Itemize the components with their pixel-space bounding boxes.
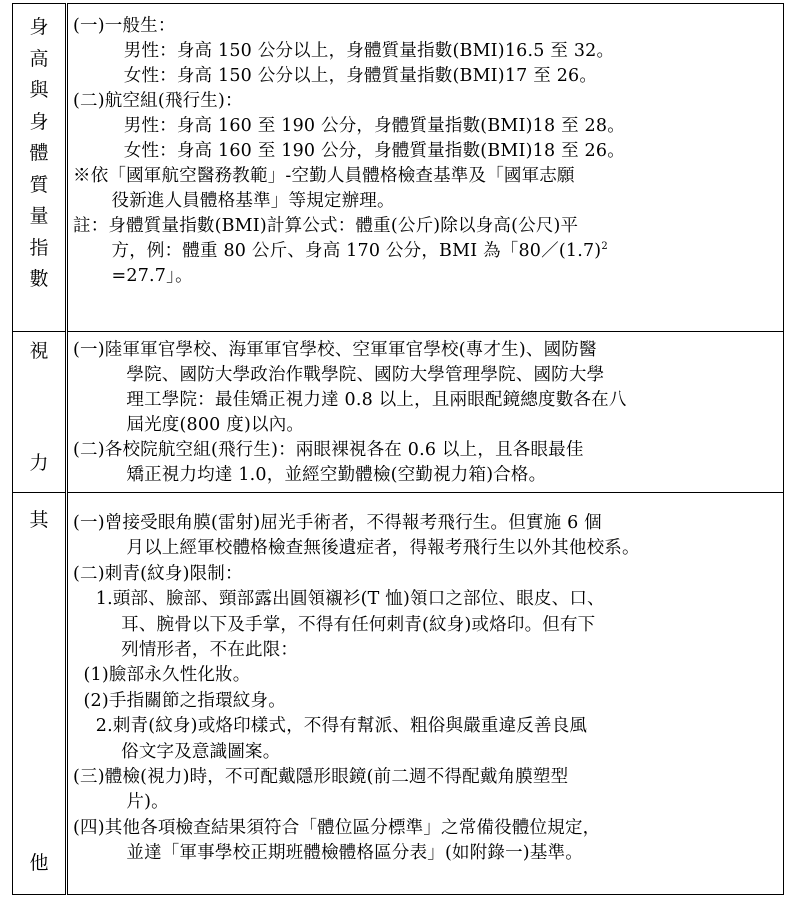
row-vision <box>13 332 784 493</box>
label-char: 指 <box>29 236 49 259</box>
content-other <box>67 493 784 895</box>
label-char: 體 <box>29 142 49 164</box>
text-line: 耳、腕骨以下及手掌，不得有任何刺青(紋身)或烙印。但有下 <box>121 614 596 635</box>
bmi-example: 方，例：體重 80 公斤、身高 170 公分，BMI 為「80／(1.7) <box>111 241 602 261</box>
row-header-height-bmi <box>13 4 67 332</box>
label-char: 視 <box>29 340 49 362</box>
label-char: 他 <box>29 852 49 874</box>
row-label-vision <box>13 332 65 492</box>
row-label-other <box>13 493 65 894</box>
row-height-bmi <box>13 4 784 332</box>
text-line: (1)臉部永久性化妝。 <box>83 665 251 686</box>
text-line: 女性：身高 160 至 190 公分，身體質量指數(BMI)18 至 26。 <box>123 141 625 161</box>
text-line: (二)航空組(飛行生)： <box>73 91 243 111</box>
text-line: 註：身體質量指數(BMI)計算公式：體重(公斤)除以身高(公尺)平 <box>73 216 579 236</box>
text-line: 役新進人員體格基準」等規定辦理。 <box>111 191 395 211</box>
row-other <box>13 493 784 895</box>
text-line: (一)曾接受眼角膜(雷射)屈光手術者，不得報考飛行生。但實施 6 個 <box>73 513 602 533</box>
superscript-exponent: 2 <box>601 241 608 253</box>
text-line: 並達「軍事學校正期班體檢體格區分表」(如附錄一)基準。 <box>126 843 583 864</box>
text-line: (一)陸軍軍官學校、海軍軍官學校、空軍軍官學校(專才生)、國防醫 <box>73 340 597 360</box>
text-line: ※依「國軍航空醫務教範」-空勤人員體格檢查基準及「國軍志願 <box>73 166 575 186</box>
label-char: 高 <box>29 47 49 70</box>
content-vision <box>67 332 784 493</box>
text-line: (2)手指關節之指環紋身。 <box>83 690 286 711</box>
vision-text-block <box>68 332 783 492</box>
content-height-bmi <box>67 4 784 332</box>
text-line: =27.7」。 <box>111 266 193 286</box>
text-line: 矯正視力均達 1.0，並經空勤體檢(空勤視力箱)合格。 <box>126 465 547 485</box>
text-line: 2.刺青(紋身)或烙印樣式，不得有幫派、粗俗與嚴重違反善良風 <box>95 716 588 737</box>
text-line: 片)。 <box>126 792 169 813</box>
requirements-table <box>12 3 784 895</box>
text-line: (四)其他各項檢查結果須符合「體位區分標準」之常備役體位規定， <box>73 817 601 838</box>
label-char: 量 <box>29 205 49 227</box>
text-line: 1.頭部、臉部、頸部露出圓領襯衫(T 恤)領口之部位、眼皮、口、 <box>95 589 605 610</box>
row-header-other <box>13 493 67 895</box>
text-line: (三)體檢(視力)時，不可配戴隱形眼鏡(前二週不得配戴角膜塑型 <box>73 767 569 788</box>
label-char: 其 <box>29 509 49 531</box>
label-char: 身 <box>29 110 49 133</box>
label-char: 與 <box>29 79 49 101</box>
text-line <box>73 239 777 264</box>
text-line: 理工學院：最佳矯正視力達 0.8 以上，且兩眼配鏡總度數各在八 <box>126 390 627 410</box>
label-char: 質 <box>29 173 49 196</box>
text-line: 學院、國防大學政治作戰學院、國防大學管理學院、國防大學 <box>126 365 605 385</box>
text-line: 男性：身高 150 公分以上，身體質量指數(BMI)16.5 至 32。 <box>123 41 615 61</box>
text-line: 列情形者，不在此限： <box>121 640 299 661</box>
text-line: 男性：身高 160 至 190 公分，身體質量指數(BMI)18 至 28。 <box>123 116 625 136</box>
text-line: 俗文字及意識圖案。 <box>121 741 281 762</box>
text-line: (二)各校院航空組(飛行生)：兩眼裸視各在 0.6 以上，且各眼最佳 <box>73 440 584 460</box>
text-line: (一)一般生： <box>73 16 176 36</box>
row-header-vision <box>13 332 67 493</box>
text-line: (二)刺青(紋身)限制： <box>73 563 243 584</box>
text-line: 女性：身高 150 公分以上，身體質量指數(BMI)17 至 26。 <box>123 66 598 86</box>
text-line: 月以上經軍校體格檢查無後遺症者，得報考飛行生以外其他校系。 <box>126 538 640 559</box>
text-line: 屆光度(800 度)以內。 <box>126 415 305 435</box>
label-char: 身 <box>29 16 49 38</box>
row-label-height-bmi <box>13 4 65 331</box>
other-text-block <box>68 493 783 871</box>
label-char: 數 <box>29 268 49 290</box>
bmi-text-block <box>68 4 783 293</box>
label-char: 力 <box>29 452 49 474</box>
